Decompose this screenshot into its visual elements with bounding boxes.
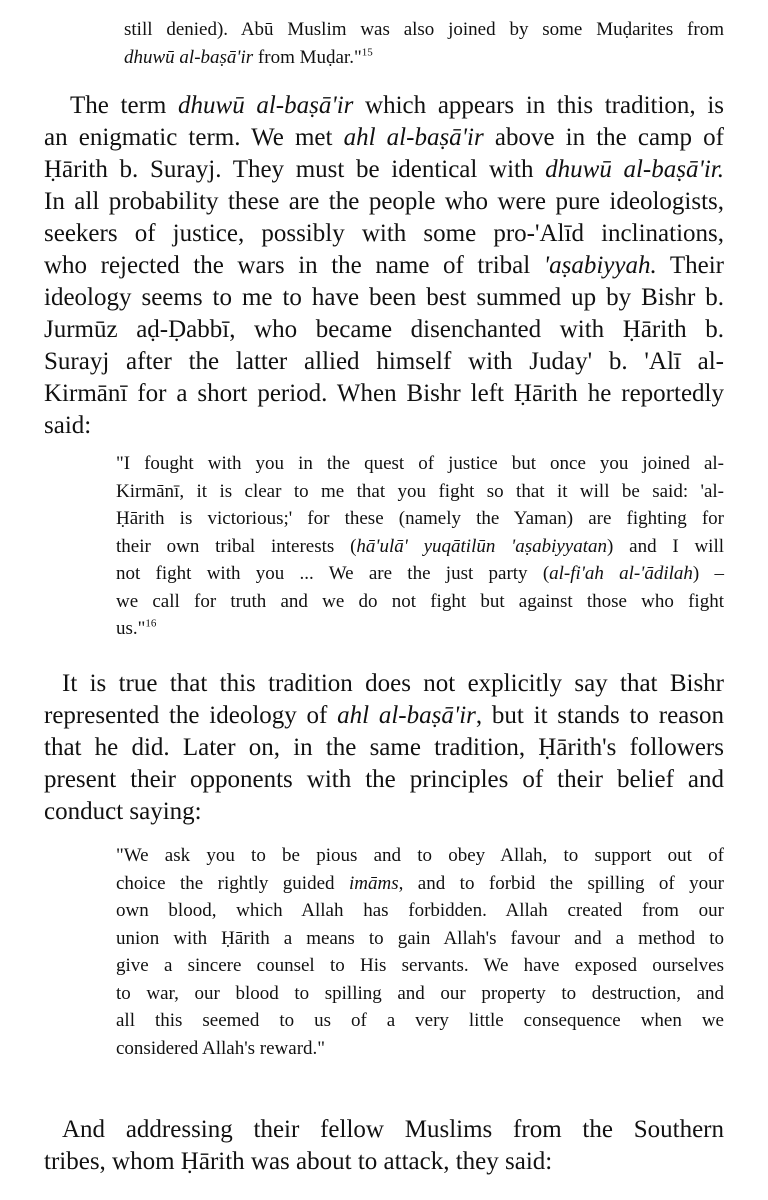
text-line: present their opponents with the principles of their belief and <box>44 766 724 793</box>
paragraph-1 <box>44 90 724 442</box>
block-quote-2 <box>116 842 724 1062</box>
text-line: Ḥārith b. Surayj. They must be identical with dhuwū al-baṣā'ir. <box>44 156 724 183</box>
text-line: tribes, whom Ḥārith was about to attack, they said: <box>44 1148 553 1175</box>
text-line: The term dhuwū al-baṣā'ir which appears in this tradition, is <box>70 92 725 119</box>
text-line: Kirmānī, it is clear to me that you fight so that it will be said: 'al- <box>116 480 724 502</box>
text-line: an enigmatic term. We met ahl al-baṣā'ir above in the camp of <box>44 124 725 151</box>
text-line: conduct saying: <box>44 798 202 825</box>
text-line: And addressing their fellow Muslims from the Southern <box>62 1116 724 1143</box>
text-line: still denied). Abū Muslim was also joined by some Muḍarites from <box>124 19 724 40</box>
text-line: ideology seems to me to have been best summed up by Bishr b. <box>44 284 724 311</box>
text-line: own blood, which Allah has forbidden. Allah created from our <box>116 900 724 921</box>
text-line: Kirmānī for a short period. When Bishr left Ḥārith he reportedly <box>44 380 724 407</box>
block-quote-1 <box>116 450 724 643</box>
italic-term: al-fi'ah al-'ādilah <box>549 563 693 584</box>
text-line: seekers of justice, possibly with some pro-'Alīd inclinations, <box>44 220 724 247</box>
italic-term: dhuwū al-baṣā'ir <box>178 92 354 119</box>
italic-term: dhuwū al-baṣā'ir. <box>545 156 724 183</box>
paragraph-3 <box>44 1114 724 1178</box>
italic-term: 'aṣabiyyah. <box>543 252 657 279</box>
text-line: give a sincere counsel to His servants. We have exposed ourselves <box>116 955 724 976</box>
footnote-marker: 16 <box>145 617 157 630</box>
footnote-marker: 15 <box>361 46 373 59</box>
text-line: said: <box>44 412 92 439</box>
text-line: their own tribal interests (hā'ulā' yuqātilūn 'aṣabiyyatan) and I will <box>116 535 725 557</box>
italic-term: imāms <box>348 872 399 894</box>
italic-term: ahl al-baṣā'ir <box>343 124 484 151</box>
text-line: to war, our blood to spilling and our property to destruction, and <box>116 982 724 1004</box>
text-line: Jurmūz aḍ-Ḍabbī, who became disenchanted with Ḥārith b. <box>44 316 724 343</box>
text-line: "I fought with you in the quest of justice but once you joined al- <box>116 453 724 474</box>
italic-term: ahl al-baṣā'ir <box>337 702 476 729</box>
quote-continued <box>124 16 724 71</box>
text-line: us."$^{16}$ <box>116 617 157 639</box>
text-line: who rejected the wars in the name of tribal 'aṣabiyyah. Their <box>44 252 724 279</box>
text-line: It is true that this tradition does not explicitly say that Bishr <box>62 670 724 697</box>
text-line: considered Allah's reward." <box>116 1037 326 1059</box>
text-line: Ḥārith is victorious;' for these (namely the Yaman) are fighting for <box>116 508 724 529</box>
text-line: Surayj after the latter allied himself with Juday' b. 'Alī al- <box>44 348 724 375</box>
text-line: In all probability these are the people who were pure ideologists, <box>44 188 724 215</box>
text-line: we call for truth and we do not fight but against those who fight <box>116 590 724 612</box>
text-line: dhuwū al-baṣā'ir from Muḍar."$^{15}$ <box>124 46 373 68</box>
text-line: choice the rightly guided imāms, and to forbid the spilling of your <box>116 872 724 894</box>
italic-term: hā'ulā' yuqātilūn 'aṣabiyyatan <box>356 535 608 557</box>
text-line: union with Ḥārith a means to gain Allah's favour and a method to <box>116 927 724 949</box>
italic-term: dhuwū al-baṣā'ir <box>124 46 254 68</box>
paragraph-2 <box>44 668 724 828</box>
text-line: "We ask you to be pious and to obey Allah, to support out of <box>116 845 724 866</box>
text-line: all this seemed to us of a very little consequence when we <box>116 1010 724 1031</box>
text-line: that he did. Later on, in the same tradition, Ḥārith's followers <box>44 734 724 761</box>
text-line: represented the ideology of ahl al-baṣā'ir, but it stands to reason <box>44 702 725 729</box>
text-line: not fight with you ... We are the just party (al-fi'ah al-'ādilah) – <box>116 563 724 584</box>
